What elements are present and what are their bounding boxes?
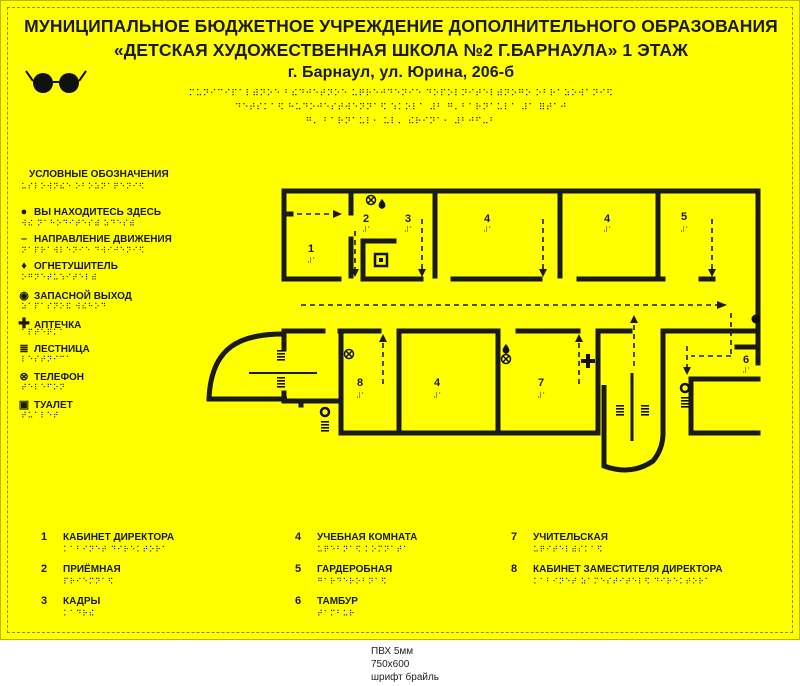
telephone-icon: ⊗ — [19, 371, 29, 383]
room-list-braille: ⠅⠁⠙⠗⠮ — [63, 609, 95, 618]
legend-item: ● ВЫ НАХОДИТЕСЬ ЗДЕСЬ — [17, 206, 161, 218]
braille-header-2: ⠙⠑⠞⠎⠅⠁⠫ ⠓⠥⠙⠕⠚⠑⠎⠞⠺⠑⠝⠝⠁⠫ ⠱⠅⠕⠇⠁ ⠼⠃ ⠛⠄⠃⠁⠗⠝⠁⠥⠇⠁ ⠼⠁ ⠿⠞⠁⠚ — [234, 103, 568, 113]
room-number-7: 7 — [538, 377, 545, 389]
room-list-item: 8 КАБИНЕТ ЗАМЕСТИТЕЛЯ ДИРЕКТОРА — [511, 563, 723, 575]
legend-braille: ⠞⠑⠇⠑⠋⠕⠝ — [21, 383, 66, 392]
room-braille: ⠼⠁ — [603, 226, 614, 234]
room-list-braille: ⠛⠁⠗⠙⠑⠗⠕⠃⠝⠁⠫ — [317, 577, 387, 586]
legend-braille: ⠺⠮ ⠝⠁⠓⠕⠙⠊⠞⠑⠎⠾ ⠵⠙⠑⠎⠾ — [21, 219, 136, 228]
room-list-item: 4 УЧЕБНАЯ КОМНАТА — [295, 531, 418, 543]
left-stair-wing-wall — [209, 334, 287, 399]
header-line-1: МУНИЦИПАЛЬНОЕ БЮДЖЕТНОЕ УЧРЕЖДЕНИЕ ДОПОЛНИТЕЛЬНОГО ОБРАЗОВАНИЯ — [24, 16, 778, 36]
legend-braille: ⠞⠥⠁⠇⠑⠞ — [21, 411, 60, 420]
header-address: г. Барнаул, ул. Юрина, 206-б — [287, 64, 515, 81]
first-aid-cross-icon — [581, 354, 595, 368]
room-braille: ⠼⠁ — [307, 257, 318, 265]
room-number-8: 8 — [357, 377, 364, 389]
braille-header-1: ⠍⠥⠝⠊⠉⠊⠏⠁⠇⠾⠝⠕⠑ ⠃⠮⠙⠚⠑⠞⠝⠕⠑ ⠥⠟⠗⠑⠚⠙⠑⠝⠊⠑ ⠙⠕⠏⠕⠇⠝⠊⠞⠑⠇⠾⠝⠕⠛⠕ ⠕⠃⠗⠁⠵⠕⠺⠁⠝⠊⠫ — [188, 89, 614, 99]
room-list-item: 3 КАДРЫ — [41, 595, 101, 607]
room-list-item: 2 ПРИЁМНАЯ — [41, 563, 121, 575]
room-list-item: 7 УЧИТЕЛЬСКАЯ — [511, 531, 608, 543]
room-list-braille: ⠞⠁⠍⠃⠥⠗ — [317, 609, 356, 618]
legend-braille: ⠝⠁⠏⠗⠁⠺⠇⠑⠝⠊⠑ ⠙⠺⠊⠚⠑⠝⠊⠫ — [21, 246, 145, 255]
room-list-braille: ⠥⠟⠑⠃⠝⠁⠫ ⠅⠕⠍⠝⠁⠞⠁ — [317, 545, 410, 554]
you-are-here-dot-icon: ● — [20, 206, 28, 218]
legend-braille: ⠵⠁⠏⠁⠎⠝⠕⠯ ⠺⠮⠓⠕⠙ — [21, 302, 107, 311]
spec-material: ПВХ 5мм — [371, 646, 414, 657]
you-are-here-dot-icon — [752, 315, 761, 324]
room-braille: ⠼⠁ — [742, 367, 753, 375]
spec-size: 750х600 — [371, 659, 410, 670]
room-list-item: 1 КАБИНЕТ ДИРЕКТОРА — [41, 531, 175, 543]
legend-item: ⊗ ТЕЛЕФОН — [17, 370, 84, 383]
room-braille: ⠼⠁ — [680, 226, 691, 234]
legend-item: ≣ ЛЕСТНИЦА — [17, 342, 90, 355]
room-braille: ⠼⠁ — [433, 392, 444, 400]
room-number-2: 2 — [363, 213, 370, 225]
spec-font: шрифт брайль — [371, 672, 440, 683]
room-number-5: 5 — [681, 211, 688, 223]
room-braille: ⠼⠁ — [362, 226, 373, 234]
room-braille: ⠼⠁ — [404, 226, 415, 234]
legend-braille: ⠇⠑⠎⠞⠝⠊⠉⠁ — [21, 355, 72, 364]
fire-extinguisher-drop-icon — [503, 344, 510, 354]
room-list-braille: ⠅⠁⠃⠊⠝⠑⠞ ⠵⠁⠍⠑⠎⠞⠊⠞⠑⠇⠫ ⠙⠊⠗⠑⠅⠞⠕⠗⠁ — [533, 577, 711, 586]
emergency-exit-ring-icon — [321, 384, 689, 416]
first-aid-cross-icon: ✚ — [18, 315, 30, 331]
room-number-3: 3 — [405, 213, 412, 225]
room-list-braille: ⠏⠗⠊⠑⠍⠝⠁⠫ — [63, 577, 114, 586]
stairs-icon: ≣ — [19, 343, 29, 355]
room-list-braille: ⠥⠟⠊⠞⠑⠇⠾⠎⠅⠁⠫ — [533, 545, 603, 554]
braille-header-3: ⠛⠄ ⠃⠁⠗⠝⠁⠥⠇⠂ ⠥⠇⠄ ⠮⠗⠊⠝⠁⠂ ⠼⠃⠚⠋⠤⠃ — [305, 117, 497, 127]
fire-extinguisher-drop-icon — [379, 199, 386, 209]
legend-braille: ⠁⠏⠞⠑⠟⠅⠁ — [21, 328, 66, 337]
fire-extinguisher-drop-icon: ♦ — [21, 260, 27, 272]
legend-item: ✚ АПТЕЧКА — [18, 315, 82, 331]
legend-item: ♦ ОГНЕТУШИТЕЛЬ — [17, 260, 118, 272]
room-braille: ⠼⠁ — [356, 392, 367, 400]
room-number-4: 4 — [484, 213, 491, 225]
room-list-item: 6 ТАМБУР — [295, 595, 358, 607]
legend-title: УСЛОВНЫЕ ОБОЗНАЧЕНИЯ — [29, 169, 169, 180]
header-line-2: «ДЕТСКАЯ ХУДОЖЕСТВЕННАЯ ШКОЛА №2 Г.БАРНАУЛА» 1 ЭТАЖ — [113, 40, 689, 60]
legend-title-braille: ⠥⠎⠇⠕⠺⠝⠮⠑ ⠕⠃⠕⠵⠝⠁⠟⠑⠝⠊⠫ — [21, 182, 145, 191]
legend-item: ▣ ТУАЛЕТ — [18, 399, 73, 411]
room-number-4: 4 — [604, 213, 611, 225]
room-number-6: 6 — [743, 354, 750, 366]
legend-item: – НАПРАВЛЕНИЕ ДВИЖЕНИЯ — [17, 233, 172, 245]
emergency-exit-ring-icon: ◉ — [19, 290, 29, 302]
room-list-braille: ⠅⠁⠃⠊⠝⠑⠞ ⠙⠊⠗⠑⠅⠞⠕⠗⠁ — [63, 545, 168, 554]
legend-braille: ⠕⠛⠝⠑⠞⠥⠱⠊⠞⠑⠇⠾ — [21, 273, 98, 282]
room-number-4: 4 — [434, 377, 441, 389]
room-braille: ⠼⠁ — [537, 392, 548, 400]
legend-item: ◉ ЗАПАСНОЙ ВЫХОД — [17, 289, 132, 302]
room-list-item: 5 ГАРДЕРОБНАЯ — [295, 563, 393, 575]
toilet-square-icon: ▣ — [18, 399, 30, 411]
direction-dash-icon: – — [20, 233, 28, 245]
room-braille: ⠼⠁ — [483, 226, 494, 234]
room-number-1: 1 — [308, 243, 315, 255]
